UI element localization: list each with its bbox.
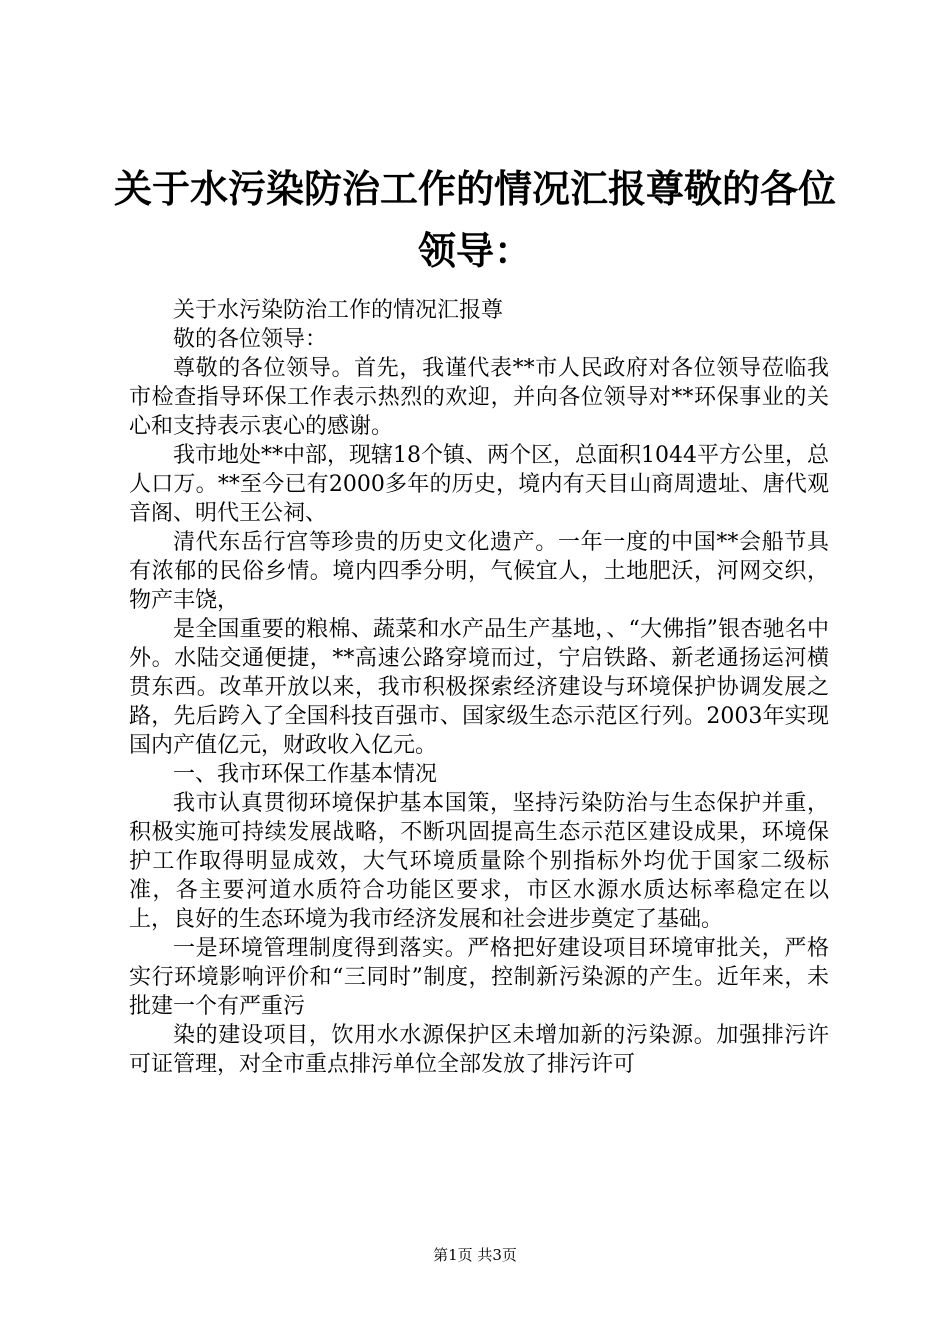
paragraph: 尊敬的各位领导。首先，我谨代表**市人民政府对各位领导莅临我市检查指导环保工作表示热烈的欢迎，并向各位领导对**环保事业的关心和支持表示衷心的感谢。: [129, 356, 829, 439]
paragraph: 敬的各位领导：: [173, 327, 328, 352]
paragraph: 我市认真贯彻环境保护基本国策，坚持污染防治与生态保护并重，积极实施可持续发展战略，不断巩固提高生态示范区建设成果，环境保护工作取得明显成效，大气环境质量除个别指标外均优于国家二级标准，各主要河道水质符合功能区要求，市区水源水质达标率稳定在以上，良好的生态环境为我市经济发展和社会进步奠定了基础。: [129, 791, 829, 932]
paragraph: 染的建设项目，饮用水水源保护区未增加新的污染源。加强排污许可证管理，对全市重点排污单位全部发放了排污许可: [129, 1023, 829, 1077]
paragraph: 一是环境管理制度得到落实。严格把好建设项目环境审批关，严格实行环境影响评价和“三同时”制度，控制新污染源的产生。近年来，未批建一个有严重污: [129, 936, 829, 1019]
paragraph: 关于水污染防治工作的情况汇报尊: [173, 298, 504, 323]
paragraph: 我市地处**中部，现辖18个镇、两个区，总面积1044平方公里，总人口万。**至今已有2000多年的历史，境内有天目山商周遗址、唐代观音阁、明代王公祠、: [129, 443, 829, 526]
page-footer: 第1页 共3页: [433, 1246, 517, 1264]
document-body: [129, 296, 829, 1079]
paragraph: 是全国重要的粮棉、蔬菜和水产品生产基地，、“大佛指”银杏驰名中外。水陆交通便捷，**高速公路穿境而过，宁启铁路、新老通扬运河横贯东西。改革开放以来，我市积极探索经济建设与环境保护协调发展之路，先后跨入了全国科技百强市、国家级生态示范区行列。2003年实现国内产值亿元，财政收入亿元。: [129, 617, 829, 758]
section-heading: 一、我市环保工作基本情况: [173, 762, 438, 787]
document-title: 关于水污染防治工作的情况汇报尊敬的各位领导：: [113, 166, 836, 273]
paragraph: 清代东岳行宫等珍贵的历史文化遗产。一年一度的中国**会船节具有浓郁的民俗乡情。境内四季分明，气候宜人，土地肥沃，河网交织，物产丰饶，: [129, 530, 829, 613]
